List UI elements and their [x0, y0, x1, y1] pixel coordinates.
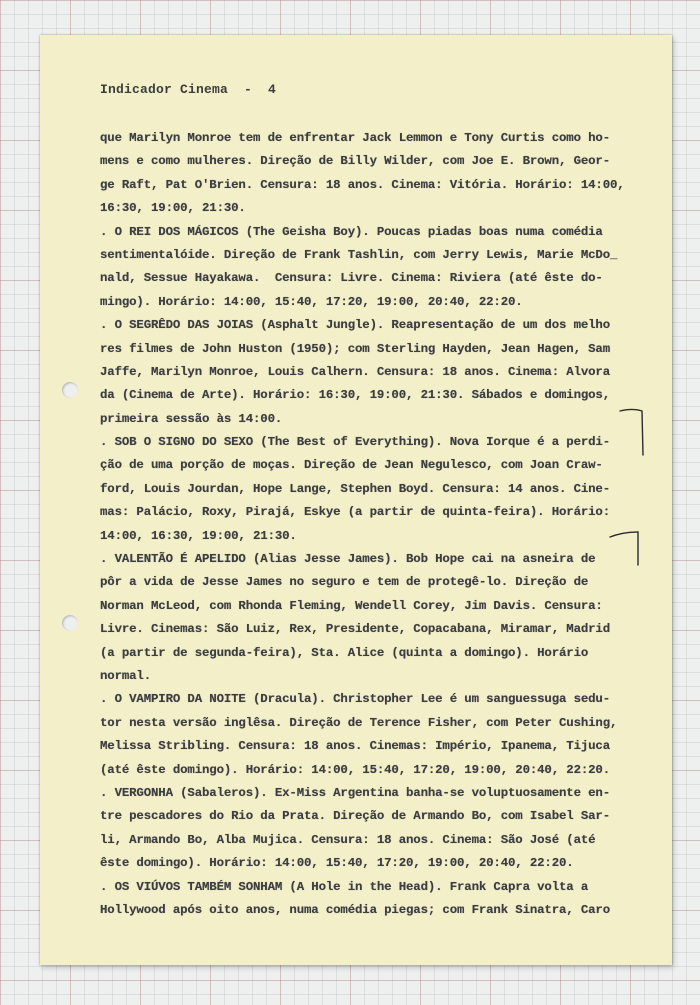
text-line: nald, Sessue Hayakawa. Censura: Livre. Cinema: Riviera (até êste do-: [100, 271, 603, 286]
text-line: mas: Palácio, Roxy, Pirajá, Eskye (a partir de quinta-feira). Horário:: [100, 505, 610, 520]
text-line: Jaffe, Marilyn Monroe, Louis Calhern. Censura: 18 anos. Cinema: Alvora: [100, 364, 610, 379]
text-line: . O REI DOS MÁGICOS (The Geisha Boy). Poucas piadas boas numa comédia: [100, 224, 603, 239]
text-line: . VALENTÃO É APELIDO (Alias Jesse James). Bob Hope cai na asneira de: [100, 552, 596, 567]
text-line: . O VAMPIRO DA NOITE (Dracula). Christopher Lee é um sanguessuga sedu-: [100, 692, 610, 707]
text-line: 14:00, 16:30, 19:00, 21:30.: [100, 528, 297, 543]
text-line: (a partir de segunda-feira), Sta. Alice (quinta a domingo). Horário: [100, 645, 589, 660]
text-line: sentimentalóide. Direção de Frank Tashlin, com Jerry Lewis, Marie McDo_: [100, 247, 618, 262]
text-line: primeira sessão às 14:00.: [100, 411, 283, 426]
text-line: Melissa Stribling. Censura: 18 anos. Cinemas: Império, Ipanema, Tijuca: [100, 739, 610, 754]
punch-hole: [62, 382, 78, 398]
text-line: res filmes de John Huston (1950); com Sterling Hayden, Jean Hagen, Sam: [100, 341, 610, 356]
text-line: . O SEGRÊDO DAS JOIAS (Asphalt Jungle). Reapresentação de um dos melho: [100, 318, 610, 333]
text-line: li, Armando Bo, Alba Mujica. Censura: 18 anos. Cinema: São José (até: [100, 832, 596, 847]
text-line: . OS VIÚVOS TAMBÉM SONHAM (A Hole in the Head). Frank Capra volta a: [100, 879, 589, 894]
text-line: da (Cinema de Arte). Horário: 16:30, 19:00, 21:30. Sábados e domingos,: [100, 388, 610, 403]
text-line: . VERGONHA (Sabaleros). Ex-Miss Argentina banha-se voluptuosamente en-: [100, 785, 610, 800]
text-line: normal.: [100, 668, 151, 683]
text-line: Norman McLeod, com Rhonda Fleming, Wendell Corey, Jim Davis. Censura:: [100, 598, 603, 613]
body-text: [100, 127, 690, 922]
text-line: 16:30, 19:00, 21:30.: [100, 201, 246, 216]
punch-hole: [62, 615, 78, 631]
text-line: que Marilyn Monroe tem de enfrentar Jack Lemmon e Tony Curtis como ho-: [100, 131, 610, 145]
text-line: tre pescadores do Rio da Prata. Direção de Armando Bo, com Isabel Sar-: [100, 809, 610, 824]
text-line: pôr a vida de Jesse James no seguro e tem de protegê-lo. Direção de: [100, 575, 589, 590]
text-line: (até êste domingo). Horário: 14:00, 15:40, 17:20, 19:00, 20:40, 22:20.: [100, 762, 610, 777]
text-line: êste domingo). Horário: 14:00, 15:40, 17:20, 19:00, 20:40, 22:20.: [100, 856, 574, 871]
text-line: ção de uma porção de moças. Direção de Jean Negulesco, com Joan Craw-: [100, 458, 603, 473]
text-line: mingo). Horário: 14:00, 15:40, 17:20, 19:00, 20:40, 22:20.: [100, 294, 523, 309]
text-line: mens e como mulheres. Direção de Billy Wilder, com Joe E. Brown, Geor-: [100, 154, 610, 169]
text-line: ge Raft, Pat O'Brien. Censura: 18 anos. Cinema: Vitória. Horário: 14:00,: [100, 177, 625, 192]
text-line: Livre. Cinemas: São Luiz, Rex, Presidente, Copacabana, Miramar, Madrid: [100, 622, 610, 637]
text-line: ford, Louis Jourdan, Hope Lange, Stephen Boyd. Censura: 14 anos. Cine-: [100, 481, 610, 496]
text-line: Hollywood após oito anos, numa comédia piegas; com Frank Sinatra, Caro: [100, 902, 610, 917]
page-header: Indicador Cinema - 4: [100, 82, 277, 97]
text-line: . SOB O SIGNO DO SEXO (The Best of Everything). Nova Iorque é a perdi-: [100, 435, 610, 450]
text-line: tor nesta versão inglêsa. Direção de Terence Fisher, com Peter Cushing,: [100, 715, 618, 730]
typewritten-page: [40, 35, 672, 965]
